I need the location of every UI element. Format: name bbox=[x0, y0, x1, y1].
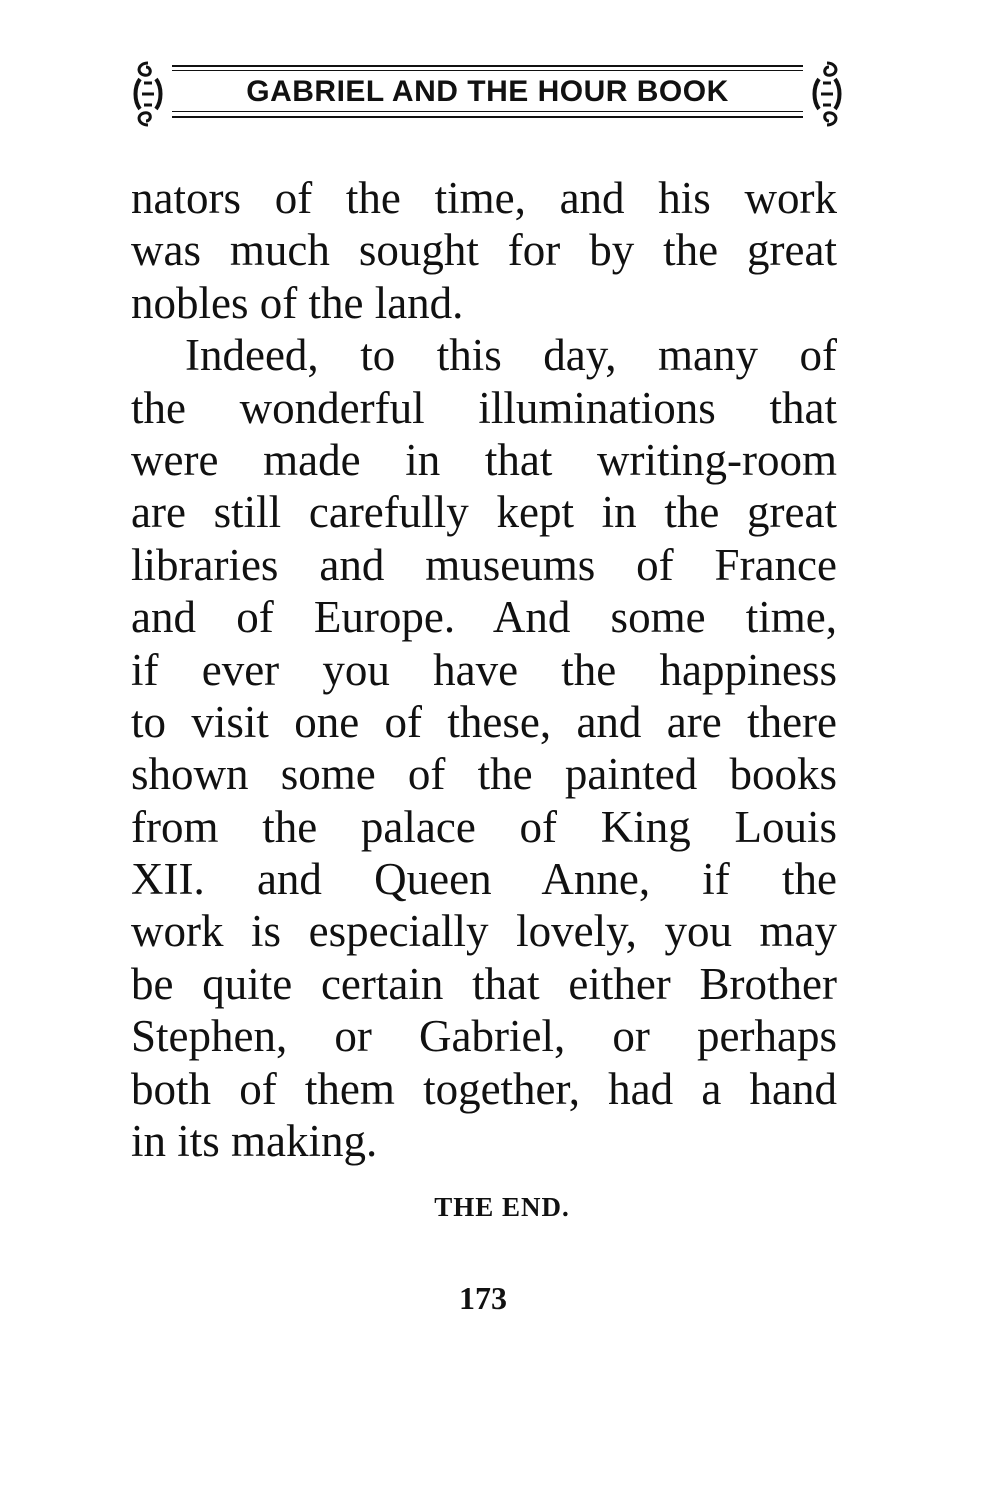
text-line: from the palace of King Louis bbox=[131, 801, 837, 852]
body-text bbox=[131, 172, 837, 1167]
header-title: GABRIEL AND THE HOUR BOOK bbox=[246, 75, 729, 108]
text-line: to visit one of these, and are there bbox=[131, 696, 837, 747]
running-header bbox=[130, 55, 845, 130]
page-number: 173 bbox=[459, 1280, 507, 1316]
header-rule-top-thin bbox=[172, 70, 803, 71]
text-line: were made in that writing-room bbox=[131, 434, 837, 485]
text-line: and of Europe. And some time, bbox=[131, 592, 837, 643]
text-line: nobles of the land. bbox=[131, 277, 464, 328]
closing-text: THE END. bbox=[434, 1192, 570, 1222]
text-line: nators of the time, and his work bbox=[131, 173, 837, 223]
header-rule-top bbox=[172, 65, 803, 67]
header-rule-bottom bbox=[172, 116, 803, 118]
paragraph-1 bbox=[131, 172, 837, 329]
text-line: if ever you have the happiness bbox=[131, 644, 837, 695]
text-line: work is especially lovely, you may bbox=[131, 906, 837, 957]
scroll-ornament-right-icon bbox=[809, 59, 845, 129]
text-line: was much sought for by the great bbox=[131, 225, 837, 276]
text-line: the wonderful illuminations that bbox=[131, 382, 837, 433]
text-line: Indeed, to this day, many of bbox=[185, 330, 837, 381]
paragraph-2 bbox=[131, 329, 837, 1167]
text-line: Stephen, or Gabriel, or perhaps bbox=[131, 1011, 837, 1062]
text-line: shown some of the painted books bbox=[131, 749, 837, 800]
scroll-ornament-left-icon bbox=[130, 59, 166, 129]
text-line: be quite certain that either Brother bbox=[131, 958, 837, 1009]
text-line: both of them together, had a hand bbox=[131, 1063, 837, 1114]
text-line: XII. and Queen Anne, if the bbox=[131, 854, 837, 905]
text-line: in its making. bbox=[131, 1116, 378, 1167]
header-rule-bottom-thin bbox=[172, 111, 803, 112]
text-line: are still carefully kept in the great bbox=[131, 487, 837, 538]
text-line: libraries and museums of France bbox=[131, 539, 837, 590]
